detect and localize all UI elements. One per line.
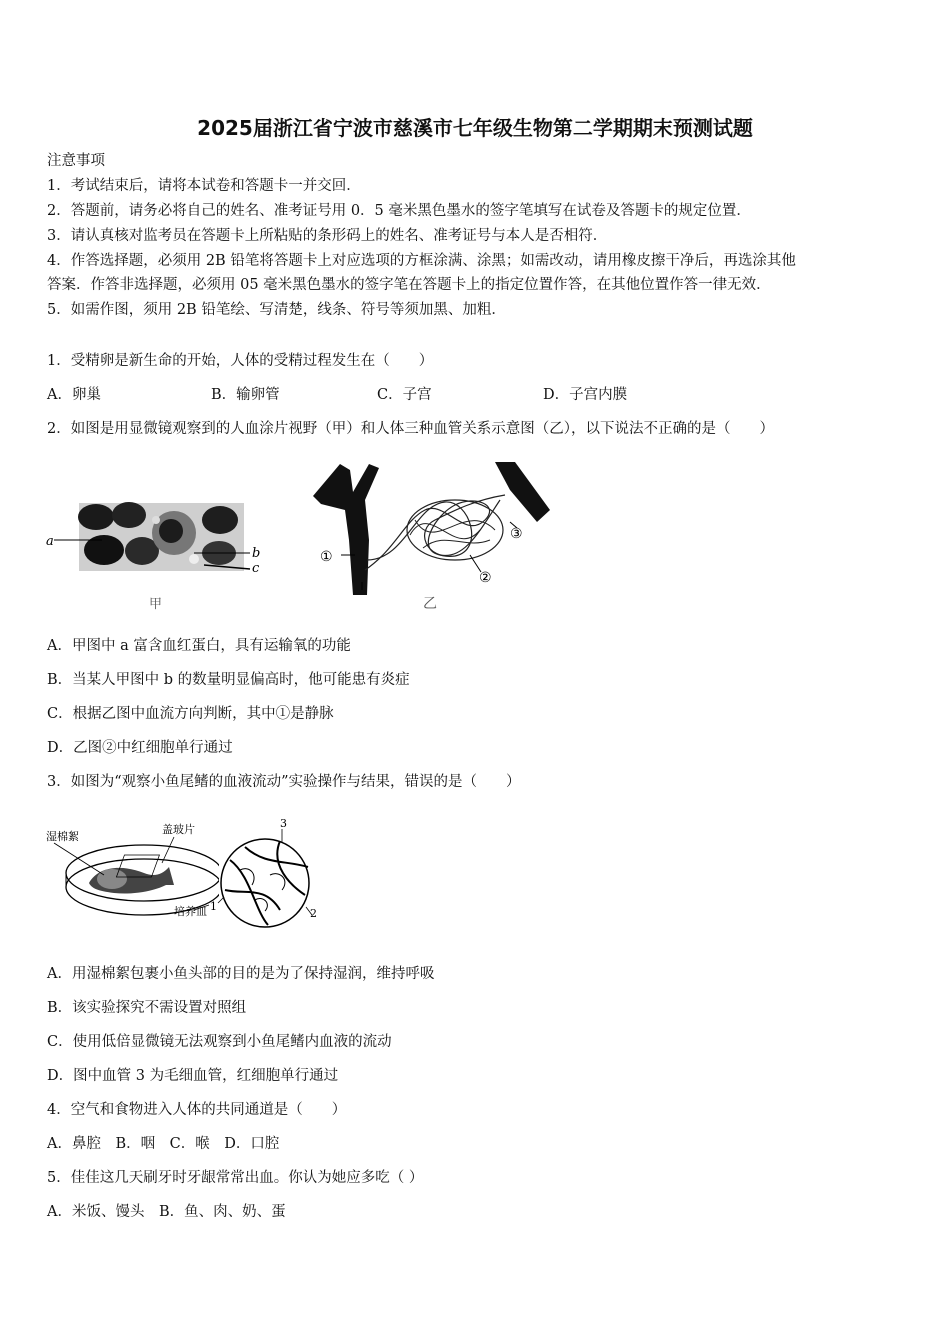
note-item: 5．如需作图，须用 2B 铅笔绘、写清楚，线条、符号等须加黑、加粗． [47,302,506,318]
q4-options: A．鼻腔 B．咽 C．喉 D．口腔 [47,1136,280,1152]
q1-option-a: A．卵巢 [47,387,101,403]
q2-option-b: B．当某人甲图中 b 的数量明显偏高时，他可能患有炎症 [47,672,410,688]
label-cotton: 湿棉絮 [46,830,79,843]
q3-stem: 3．如图为“观察小鱼尾鳍的血液流动”实验操作与结果，错误的是（ ） [47,774,521,790]
label-b: b [252,546,261,561]
label-vessel-3: 3 [280,817,287,830]
q1-option-c: C．子宫 [377,387,432,403]
label-c: c [252,561,260,576]
fish-dish-figure [44,815,219,935]
page-title: 2025届浙江省宁波市慈溪市七年级生物第二学期期末预测试题 [197,116,753,140]
note-item: 2．答题前，请务必将自己的姓名、准考证号用 0．5 毫米黑色墨水的签字笔填写在试卷及答题卡的规定位置． [47,203,751,219]
q3-option-c: C．使用低倍显微镜无法观察到小鱼尾鳍内血液的流动 [47,1034,392,1050]
q3-option-d: D．图中血管 3 为毛细血管，红细胞单行通过 [47,1068,339,1084]
q2-option-d: D．乙图②中红细胞单行通过 [47,740,233,756]
q5-stem: 5．佳佳这几天刷牙时牙龈常常出血。你认为她应多吃（ ） [47,1170,424,1186]
q2-option-c: C．根据乙图中血流方向判断，其中①是静脉 [47,706,334,722]
label-yi: 乙 [423,596,437,612]
label-vessel-2: 2 [310,907,317,920]
note-item: 答案．作答非选择题，必须用 05 毫米黑色墨水的签字笔在答题卡上的指定位置作答，在其他位置作答一律无效． [47,277,771,293]
label-a: a [46,534,54,549]
note-item: 4．作答选择题，必须用 2B 铅笔将答题卡上对应选项的方框涂满、涂黑；如需改动，请用橡皮擦干净后，再选涂其他 [47,253,796,269]
label-cover-glass: 盖玻片 [162,823,195,836]
q3-option-b: B．该实验探究不需设置对照组 [47,1000,247,1016]
tail-fin-vessels-figure [210,815,330,935]
label-vessel-1: 1 [210,900,217,913]
label-dish: 培养皿 [174,905,207,918]
q1-option-d: D．子宫内膜 [543,387,628,403]
q4-stem: 4．空气和食物进入人体的共同通道是（ ） [47,1102,347,1118]
blood-vessel-figure [305,460,555,615]
q1-stem: 1．受精卵是新生命的开始，人体的受精过程发生在（ ） [47,353,434,369]
note-item: 3．请认真核对监考员在答题卡上所粘贴的条形码上的姓名、准考证号与本人是否相符． [47,228,608,244]
label-vessel-3: ③ [510,526,523,542]
notes-heading: 注意事项 [47,153,105,169]
q2-stem: 2．如图是用显微镜观察到的人血涂片视野（甲）和人体三种血管关系示意图（乙），以下说法不正确的是（ ） [47,421,774,437]
note-item: 1．考试结束后，请将本试卷和答题卡一并交回． [47,178,361,194]
q1-option-b: B．输卵管 [211,387,280,403]
q5-options: A．米饭、馒头 B．鱼、肉、奶、蛋 [47,1204,286,1220]
label-vessel-2: ② [479,570,492,586]
q3-option-a: A．用湿棉絮包裹小鱼头部的目的是为了保持湿润，维持呼吸 [47,966,435,982]
label-jia: 甲 [149,597,163,612]
label-vessel-1: ① [320,549,333,565]
blood-smear-figure [44,495,274,615]
q2-option-a: A．甲图中 a 富含血红蛋白，具有运输氧的功能 [47,638,351,654]
